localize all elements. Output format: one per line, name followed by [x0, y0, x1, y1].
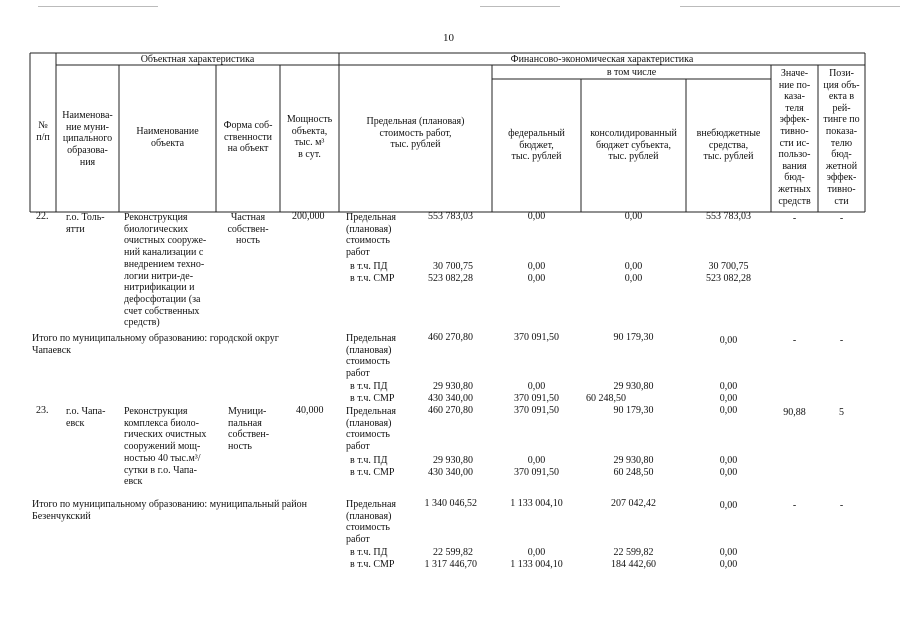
row22-object: Реконструкция биологических очистных сооруже- ний канализации с внедрением техно- логии нитри-де- нитрификации и дефосфотации (за счет собственных средств) — [124, 212, 207, 329]
header-no: № п/п — [36, 120, 50, 143]
row23-total-pd: 29 930,80 — [433, 455, 473, 466]
header-efficiency: Значе- ние по- каза- теля эффек- тивно- сти ис- пользо- вания бюд- жетных средств — [778, 68, 811, 207]
row22-consolidated-limit: 0,00 — [624, 211, 643, 222]
subtotal-bezenchuk-federal-smr: 1 133 004,10 — [510, 559, 563, 570]
header-object-name: Наименование объекта — [136, 126, 199, 149]
subtotal-bezenchuk-extrabudget-pd: 0,00 — [719, 547, 738, 558]
row23-ownership: Муници- пальная собствен- ность — [228, 406, 270, 453]
row23-consolidated-pd: 29 930,80 — [613, 455, 654, 466]
subtotal-chapaevsk-rating: - — [839, 335, 844, 346]
header-consolidated: консолидированный бюджет субъекта, тыс. рублей — [590, 128, 677, 163]
subtotal-bezenchuk-rating: - — [839, 500, 844, 511]
row22-federal-smr: 0,00 — [527, 273, 546, 284]
row23-extrabudget-pd: 0,00 — [719, 455, 738, 466]
row22-pd-label: в т.ч. ПД — [350, 261, 388, 272]
header-object-group: Объектная характеристика — [140, 54, 255, 65]
row23-extrabudget-limit: 0,00 — [719, 405, 738, 416]
subtotal-chapaevsk-smr-label: в т.ч. СМР — [350, 393, 395, 404]
row23-federal-pd: 0,00 — [527, 455, 546, 466]
subtotal-bezenchuk-consolidated-pd: 22 599,82 — [613, 547, 654, 558]
subtotal-chapaevsk-total-limit: 460 270,80 — [428, 332, 473, 343]
row23-federal-smr: 370 091,50 — [514, 467, 559, 478]
row23-total-limit: 460 270,80 — [428, 405, 473, 416]
subtotal-chapaevsk-consolidated-pd: 29 930,80 — [613, 381, 654, 392]
subtotal-bezenchuk-federal-limit: 1 133 004,10 — [510, 498, 563, 509]
row22-limit-label: Предельная (плановая) стоимость работ — [346, 212, 396, 259]
subtotal-chapaevsk-limit-label: Предельная (плановая) стоимость работ — [346, 333, 396, 380]
row22-extrabudget-pd: 30 700,75 — [708, 261, 749, 272]
row22-federal-limit: 0,00 — [527, 211, 546, 222]
row23-efficiency: 90,88 — [783, 407, 806, 418]
subtotal-chapaevsk-federal-limit: 370 091,50 — [514, 332, 559, 343]
row23-rating: 5 — [839, 407, 844, 418]
row22-capacity: 200,000 — [292, 211, 325, 222]
subtotal-chapaevsk-label: Итого по муниципальному образованию: городской округ Чапаевск — [32, 333, 279, 356]
subtotal-bezenchuk-limit-label: Предельная (плановая) стоимость работ — [346, 499, 396, 546]
header-rating: Пози- ция объ- екта в рей- тинге по показа- телю бюд- жетной эффек- тивно- сти — [823, 68, 860, 207]
subtotal-chapaevsk-extrabudget-pd: 0,00 — [719, 381, 738, 392]
row22-rating: - — [839, 213, 844, 224]
subtotal-bezenchuk-extrabudget-smr: 0,00 — [719, 559, 738, 570]
header-federal: федеральный бюджет, тыс. рублей — [508, 128, 565, 163]
row23-pd-label: в т.ч. ПД — [350, 455, 388, 466]
subtotal-chapaevsk-total-pd: 29 930,80 — [433, 381, 473, 392]
subtotal-bezenchuk-smr-label: в т.ч. СМР — [350, 559, 395, 570]
row23-extrabudget-smr: 0,00 — [719, 467, 738, 478]
row22-ownership: Частная собствен- ность — [227, 212, 269, 247]
subtotal-chapaevsk-consolidated-limit: 90 179,30 — [613, 332, 654, 343]
subtotal-chapaevsk-extrabudget-limit: 0,00 — [719, 335, 738, 346]
header-limit-cost: Предельная (плановая) стоимость работ, тыс. рублей — [366, 116, 465, 151]
subtotal-bezenchuk-total-smr: 1 317 446,70 — [424, 559, 477, 570]
header-extrabudget: внебюджетные средства, тыс. рублей — [696, 128, 761, 163]
subtotal-bezenchuk-label: Итого по муниципальному образованию: муниципальный район Безенчукский — [32, 499, 307, 522]
subtotal-bezenchuk-consolidated-limit: 207 042,42 — [611, 498, 656, 509]
subtotal-bezenchuk-consolidated-smr: 184 442,60 — [611, 559, 656, 570]
subtotal-bezenchuk-federal-pd: 0,00 — [527, 547, 546, 558]
row23-federal-limit: 370 091,50 — [514, 405, 559, 416]
subtotal-chapaevsk-total-smr: 430 340,00 — [428, 393, 473, 404]
header-capacity: Мощность объекта, тыс. м³ в сут. — [286, 114, 333, 161]
subtotal-chapaevsk-federal-pd: 0,00 — [527, 381, 546, 392]
row23-no: 23. — [36, 405, 49, 416]
header-including: в том числе — [606, 67, 657, 78]
row22-municipality: г.о. Толь- ятти — [66, 212, 105, 235]
header-ownership: Форма соб- ственности на объект — [223, 120, 273, 155]
row22-extrabudget-smr: 523 082,28 — [706, 273, 751, 284]
row22-no: 22. — [36, 211, 49, 222]
row23-capacity: 40,000 — [296, 405, 324, 416]
row23-limit-label: Предельная (плановая) стоимость работ — [346, 406, 396, 453]
subtotal-bezenchuk-pd-label: в т.ч. ПД — [350, 547, 388, 558]
page-number: 10 — [443, 32, 454, 44]
subtotal-chapaevsk-federal-smr: 370 091,50 — [514, 393, 559, 404]
row22-federal-pd: 0,00 — [527, 261, 546, 272]
header-municipality: Наименова- ние муни- ципального образова- ния — [62, 110, 113, 168]
row23-consolidated-smr: 60 248,50 — [613, 467, 654, 478]
row22-consolidated-pd: 0,00 — [624, 261, 643, 272]
row22-total-limit: 553 783,03 — [428, 211, 473, 222]
row22-efficiency: - — [792, 213, 797, 224]
row23-consolidated-limit: 90 179,30 — [613, 405, 654, 416]
row23-object: Реконструкция комплекса биоло- гических очистных сооружений мощ- ностью 40 тыс.м³/ сутки в г.о. Чапа- евск — [124, 406, 207, 488]
subtotal-bezenchuk-total-limit: 1 340 046,52 — [424, 498, 477, 509]
row23-total-smr: 430 340,00 — [428, 467, 473, 478]
row23-municipality: г.о. Чапа- евск — [66, 406, 106, 429]
row22-extrabudget-limit: 553 783,03 — [706, 211, 751, 222]
row22-total-pd: 30 700,75 — [433, 261, 473, 272]
subtotal-chapaevsk-efficiency: - — [792, 335, 797, 346]
row22-smr-label: в т.ч. СМР — [350, 273, 395, 284]
subtotal-chapaevsk-extrabudget-smr: 0,00 — [719, 393, 738, 404]
row23-smr-label: в т.ч. СМР — [350, 467, 395, 478]
subtotal-bezenchuk-efficiency: - — [792, 500, 797, 511]
header-finance-group: Финансово-экономическая характеристика — [510, 54, 694, 65]
subtotal-bezenchuk-total-pd: 22 599,82 — [433, 547, 473, 558]
subtotal-chapaevsk-pd-label: в т.ч. ПД — [350, 381, 388, 392]
row22-consolidated-smr: 0,00 — [624, 273, 643, 284]
subtotal-chapaevsk-consolidated-smr: 60 248,50 — [586, 393, 626, 404]
subtotal-bezenchuk-extrabudget-limit: 0,00 — [719, 500, 738, 511]
row22-total-smr: 523 082,28 — [428, 273, 473, 284]
